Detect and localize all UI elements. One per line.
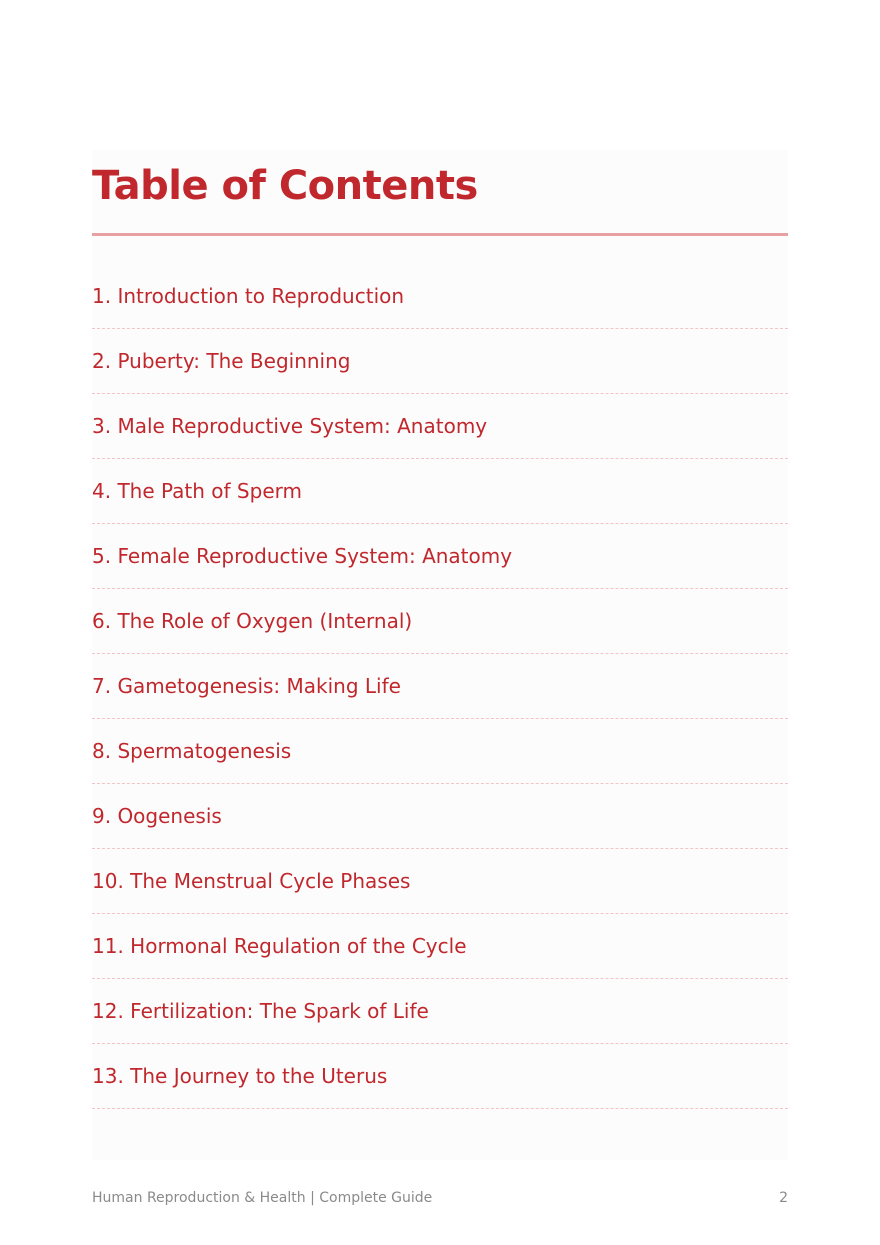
toc-item-path-of-sperm[interactable]: [92, 459, 788, 524]
toc-item-journey-to-uterus[interactable]: [92, 1044, 788, 1109]
toc-item-label: 3. Male Reproductive System: Anatomy: [92, 414, 488, 438]
toc-item-label: 11. Hormonal Regulation of the Cycle: [92, 934, 467, 958]
toc-item-introduction[interactable]: [92, 264, 788, 329]
title-divider: [92, 233, 788, 236]
toc-item-label: 8. Spermatogenesis: [92, 739, 292, 763]
toc-item-label: 6. The Role of Oxygen (Internal): [92, 609, 413, 633]
page-title: Table of Contents: [92, 163, 478, 209]
toc-item-label: 7. Gametogenesis: Making Life: [92, 674, 401, 698]
toc-item-oogenesis[interactable]: [92, 784, 788, 849]
toc-item-label: 5. Female Reproductive System: Anatomy: [92, 544, 513, 568]
toc-list: [92, 264, 788, 1109]
toc-item-spermatogenesis[interactable]: [92, 719, 788, 784]
toc-item-hormonal-regulation[interactable]: [92, 914, 788, 979]
footer-text: Human Reproduction & Health | Complete Guide: [92, 1190, 433, 1206]
toc-item-label: 4. The Path of Sperm: [92, 479, 302, 503]
toc-item-menstrual-cycle[interactable]: [92, 849, 788, 914]
toc-item-label: 12. Fertilization: The Spark of Life: [92, 999, 429, 1023]
toc-item-label: 9. Oogenesis: [92, 804, 222, 828]
toc-item-fertilization[interactable]: [92, 979, 788, 1044]
toc-item-puberty[interactable]: [92, 329, 788, 394]
page-number: 2: [779, 1190, 788, 1206]
toc-item-label: 13. The Journey to the Uterus: [92, 1064, 388, 1088]
toc-item-female-anatomy[interactable]: [92, 524, 788, 589]
toc-item-role-of-oxygen[interactable]: [92, 589, 788, 654]
toc-item-label: 1. Introduction to Reproduction: [92, 284, 405, 308]
toc-item-gametogenesis[interactable]: [92, 654, 788, 719]
toc-item-label: 2. Puberty: The Beginning: [92, 349, 351, 373]
toc-item-label: 10. The Menstrual Cycle Phases: [92, 869, 411, 893]
toc-item-male-anatomy[interactable]: [92, 394, 788, 459]
